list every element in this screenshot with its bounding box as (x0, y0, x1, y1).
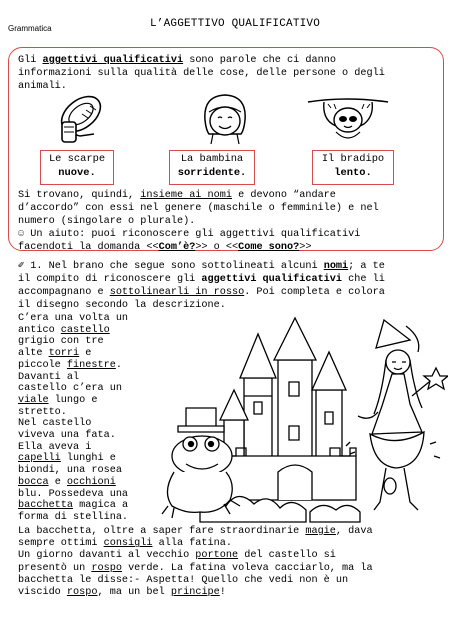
story-text: lunghi e (60, 453, 116, 465)
example-shoes: Le scarpe nuove. (40, 150, 114, 185)
story-text: presentò un (18, 562, 92, 574)
castle-fairy-frog-illustration (160, 316, 448, 528)
rule-line-2: d’accordo” con essi nel genere (maschile o femminile) e nel (18, 203, 379, 214)
story-text: viveva una fata. (18, 430, 116, 441)
story-text: C’era una volta un (18, 313, 129, 324)
story-text: lungo e (48, 394, 98, 406)
story-text: castello c’era un (18, 383, 122, 395)
story-text: antico (18, 324, 61, 336)
exercise-line-1: ✐ 1. Nel brano che segue sono sottolineati alcuni nomi; a te (18, 261, 385, 272)
wide-line (18, 586, 226, 599)
example-girl: La bambina sorridente. (169, 150, 255, 185)
story-text: piccole (18, 359, 67, 371)
story-text: forma di stellina. (18, 511, 129, 523)
underlined-noun: occhioni (66, 476, 116, 488)
story-text: alla fatina. (152, 538, 232, 550)
exercise-line-2: il compito di riconoscere gli aggettivi qualificativi che li (18, 274, 385, 285)
intro-line-2: informazioni sulla qualità delle cose, delle persone o degli (18, 68, 385, 79)
girl-illustration (197, 90, 253, 146)
exercise-line-4: il disegno secondo la descrizione. (18, 300, 226, 311)
story-text: alte (18, 348, 49, 360)
rule-line-3: numero (singolare o plurale). (18, 216, 196, 227)
story-text: del castello si (238, 550, 336, 562)
story-text: , dava (335, 526, 373, 537)
story-text: blu. Possedeva una (18, 488, 129, 500)
underlined-noun: finestre (66, 359, 116, 371)
underlined-noun: principe (170, 587, 220, 598)
sloth-illustration (306, 94, 390, 148)
story-text: e (48, 476, 67, 488)
shoes-illustration (50, 86, 108, 144)
story-text: stretto. (18, 406, 67, 418)
story-text: biondi, una rosea (18, 465, 122, 477)
exercise-line-3: accompagnano e sottolinearli in rosso. Poi completa e colora (18, 287, 385, 298)
underlined-noun: capelli (18, 453, 61, 465)
story-text: grigio con tre (18, 336, 104, 348)
tip-line-2: facendoti la domanda <<Com’è?>> o <<Come sono?>> (18, 242, 312, 253)
story-text: Ella aveva i (18, 441, 92, 453)
tip-line-1: ☺ Un aiuto: puoi riconoscere gli aggettivi qualificativi (18, 229, 361, 240)
story-text: , ma un bel (97, 587, 171, 598)
story-text: Nel castello (18, 418, 92, 430)
story-text: Un giorno davanti al vecchio (18, 550, 196, 562)
story-text: viscido (18, 587, 67, 598)
story-text: e (79, 348, 92, 360)
underlined-noun: bocca (18, 476, 49, 488)
term-aggettivi: aggettivi qualificativi (42, 55, 184, 66)
underlined-noun: magie (305, 526, 336, 537)
story-text: ! (219, 587, 226, 598)
story-text: magica a (73, 500, 129, 512)
underlined-noun: viale (18, 394, 49, 406)
smiley-icon: ☺ (18, 229, 25, 240)
rule-line-1: Si trovano, quindi, insieme ai nomi e devono “andare (18, 190, 336, 201)
intro-line-1: Gli aggettivi qualificativi sono parole che ci danno (18, 55, 336, 66)
intro-line-3: animali. (18, 81, 67, 92)
pencil-icon: ✐ (18, 261, 25, 272)
underlined-noun: torri (48, 348, 80, 360)
story-text: sempre ottimi (18, 538, 104, 550)
example-sloth: Il bradipo lento. (312, 150, 394, 185)
page-title: L’AGGETTIVO QUALIFICATIVO (150, 18, 321, 30)
underlined-noun: rospo (91, 562, 122, 574)
underlined-noun: castello (60, 324, 110, 336)
story-text: bacchetta le disse:- Aspetta! Quello che vedi non è un (18, 574, 349, 586)
underlined-noun: consigli (103, 538, 153, 550)
story-text: . (115, 359, 122, 371)
story-text: verde. La fatina voleva cacciarlo, ma la (121, 562, 373, 574)
underlined-noun: bacchetta (18, 500, 74, 512)
story-text: La bacchetta, oltre a saper fare straordinarie (18, 526, 306, 537)
underlined-noun: rospo (66, 587, 98, 598)
subject-label: Grammatica (8, 24, 52, 33)
narrow-line (18, 511, 128, 524)
story-text: Davanti al (18, 371, 80, 383)
underlined-noun: portone (195, 550, 239, 562)
